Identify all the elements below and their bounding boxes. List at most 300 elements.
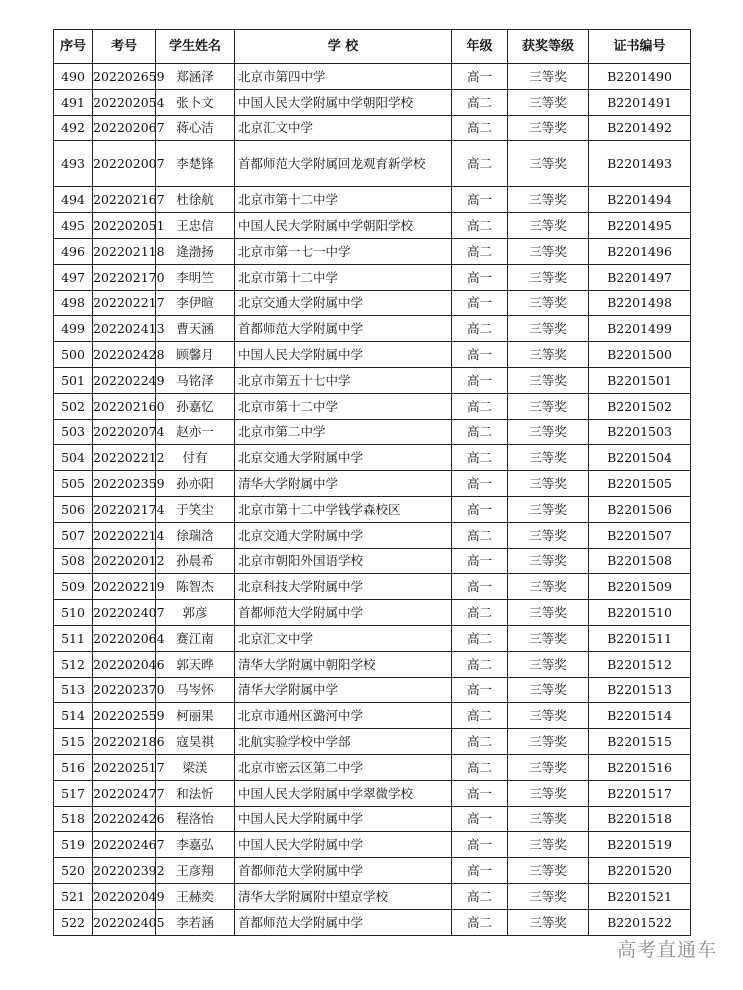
cell-school (235, 238, 452, 264)
cell-school (235, 290, 452, 316)
cell-award: 三等奖 (508, 600, 589, 626)
cell-exam-id: 202202012 (93, 548, 156, 574)
school-text: 首都师范大学附属中学 (238, 914, 364, 930)
school-text: 北京交通大学附属中学 (238, 450, 364, 466)
school-text: 北京市第五十七中学 (238, 372, 351, 388)
cell-cert: B2201512 (589, 651, 691, 677)
cell-no: 500 (54, 342, 93, 368)
cell-award: 三等奖 (508, 677, 589, 703)
header-award: 获奖等级 (508, 30, 589, 64)
cell-school (235, 471, 452, 497)
cell-no: 522 (54, 909, 93, 935)
cell-exam-id: 202202428 (93, 342, 156, 368)
cell-award: 三等奖 (508, 471, 589, 497)
cell-name: 徐瑞浛 (156, 522, 235, 548)
cell-grade: 高一 (452, 858, 508, 884)
school-text: 北京交通大学附属中学 (238, 295, 364, 311)
cell-grade: 高二 (452, 909, 508, 935)
cell-school (235, 64, 452, 90)
cell-grade: 高一 (452, 832, 508, 858)
cell-award: 三等奖 (508, 651, 589, 677)
cell-exam-id: 202202007 (93, 141, 156, 187)
school-text: 北京市第十二中学钱学森校区 (238, 501, 401, 517)
cell-exam-id: 202202067 (93, 115, 156, 141)
cell-award: 三等奖 (508, 548, 589, 574)
cell-name: 李楚锋 (156, 141, 235, 187)
school-text: 北航实验学校中学部 (238, 734, 351, 750)
cell-school (235, 909, 452, 935)
cell-no: 497 (54, 264, 93, 290)
cell-name: 李若涵 (156, 909, 235, 935)
cell-exam-id: 202202118 (93, 238, 156, 264)
header-cert: 证书编号 (589, 30, 691, 64)
table-row (54, 522, 691, 548)
cell-school (235, 264, 452, 290)
cell-cert: B2201498 (589, 290, 691, 316)
cell-award: 三等奖 (508, 780, 589, 806)
cell-school (235, 496, 452, 522)
cell-no: 516 (54, 754, 93, 780)
cell-award: 三等奖 (508, 290, 589, 316)
cell-grade: 高二 (452, 703, 508, 729)
cell-name: 和法忻 (156, 780, 235, 806)
school-text: 北京交通大学附属中学 (238, 527, 364, 543)
cell-exam-id: 202202559 (93, 703, 156, 729)
cell-grade: 高二 (452, 754, 508, 780)
cell-name: 孙晨希 (156, 548, 235, 574)
school-text: 清华大学附属附中望京学校 (238, 888, 389, 904)
school-text: 中国人民大学附属中学翠微学校 (238, 785, 414, 801)
table-row (54, 316, 691, 342)
cell-exam-id: 202202074 (93, 419, 156, 445)
table-body (54, 64, 691, 936)
cell-grade: 高一 (452, 471, 508, 497)
school-text: 北京市第十二中学 (238, 269, 339, 285)
cell-school (235, 316, 452, 342)
cell-exam-id: 202202064 (93, 625, 156, 651)
cell-school (235, 393, 452, 419)
cell-exam-id: 202202392 (93, 858, 156, 884)
cell-grade: 高一 (452, 677, 508, 703)
cell-no: 521 (54, 883, 93, 909)
cell-exam-id: 202202167 (93, 187, 156, 213)
cell-no: 507 (54, 522, 93, 548)
cell-school (235, 548, 452, 574)
cell-grade: 高二 (452, 89, 508, 115)
school-text: 北京汇文中学 (238, 630, 314, 646)
school-text: 北京科技大学附属中学 (238, 579, 364, 595)
table-row (54, 909, 691, 935)
cell-exam-id: 202202370 (93, 677, 156, 703)
school-text: 首都师范大学附属回龙观育新学校 (238, 156, 426, 172)
cell-award: 三等奖 (508, 729, 589, 755)
table-row (54, 858, 691, 884)
school-text: 清华大学附属中学 (238, 682, 339, 698)
school-text: 首都师范大学附属中学 (238, 605, 364, 621)
table-row (54, 703, 691, 729)
table-row (54, 367, 691, 393)
header-grade: 年级 (452, 30, 508, 64)
cell-cert: B2201501 (589, 367, 691, 393)
cell-cert: B2201494 (589, 187, 691, 213)
cell-no: 504 (54, 445, 93, 471)
cell-cert: B2201500 (589, 342, 691, 368)
table-row (54, 548, 691, 574)
cell-exam-id: 202202174 (93, 496, 156, 522)
cell-award: 三等奖 (508, 187, 589, 213)
cell-school (235, 858, 452, 884)
cell-school (235, 754, 452, 780)
cell-cert: B2201507 (589, 522, 691, 548)
school-text: 中国人民大学附属中学朝阳学校 (238, 94, 414, 110)
cell-no: 512 (54, 651, 93, 677)
cell-grade: 高二 (452, 238, 508, 264)
cell-no: 501 (54, 367, 93, 393)
cell-name: 王赫奕 (156, 883, 235, 909)
cell-cert: B2201508 (589, 548, 691, 574)
cell-grade: 高二 (452, 141, 508, 187)
cell-school (235, 115, 452, 141)
cell-award: 三等奖 (508, 625, 589, 651)
cell-school (235, 600, 452, 626)
cell-grade: 高一 (452, 548, 508, 574)
table-row (54, 64, 691, 90)
cell-grade: 高一 (452, 187, 508, 213)
table-row (54, 780, 691, 806)
cell-name: 孙嘉忆 (156, 393, 235, 419)
table-row (54, 729, 691, 755)
cell-exam-id: 202202212 (93, 445, 156, 471)
cell-no: 509 (54, 574, 93, 600)
cell-cert: B2201513 (589, 677, 691, 703)
cell-award: 三等奖 (508, 264, 589, 290)
cell-exam-id: 202202049 (93, 883, 156, 909)
cell-award: 三等奖 (508, 445, 589, 471)
cell-exam-id: 202202477 (93, 780, 156, 806)
cell-exam-id: 202202219 (93, 574, 156, 600)
cell-cert: B2201490 (589, 64, 691, 90)
cell-name: 张卜文 (156, 89, 235, 115)
cell-name: 柯丽果 (156, 703, 235, 729)
cell-award: 三等奖 (508, 64, 589, 90)
cell-cert: B2201522 (589, 909, 691, 935)
cell-cert: B2201502 (589, 393, 691, 419)
cell-no: 518 (54, 806, 93, 832)
cell-name: 王彦翔 (156, 858, 235, 884)
cell-award: 三等奖 (508, 115, 589, 141)
cell-name: 郑涵泽 (156, 64, 235, 90)
cell-cert: B2201506 (589, 496, 691, 522)
cell-no: 498 (54, 290, 93, 316)
cell-award: 三等奖 (508, 883, 589, 909)
cell-grade: 高一 (452, 264, 508, 290)
cell-exam-id: 202202659 (93, 64, 156, 90)
table-row (54, 419, 691, 445)
cell-school (235, 187, 452, 213)
table-row (54, 141, 691, 187)
cell-exam-id: 202202186 (93, 729, 156, 755)
cell-grade: 高二 (452, 115, 508, 141)
watermark: 高考直通车 (616, 939, 717, 961)
cell-name: 逄渤扬 (156, 238, 235, 264)
table-row (54, 393, 691, 419)
cell-award: 三等奖 (508, 909, 589, 935)
table-row (54, 213, 691, 239)
cell-exam-id: 202202407 (93, 600, 156, 626)
school-text: 中国人民大学附属中学 (238, 347, 364, 363)
cell-name: 于笑尘 (156, 496, 235, 522)
cell-cert: B2201511 (589, 625, 691, 651)
cell-award: 三等奖 (508, 316, 589, 342)
cell-award: 三等奖 (508, 238, 589, 264)
cell-no: 519 (54, 832, 93, 858)
school-text: 北京市朝阳外国语学校 (238, 553, 364, 569)
school-text: 清华大学附属中朝阳学校 (238, 656, 376, 672)
table-row (54, 89, 691, 115)
cell-school (235, 419, 452, 445)
cell-name: 郭天晔 (156, 651, 235, 677)
cell-school (235, 780, 452, 806)
cell-name: 马岑怀 (156, 677, 235, 703)
cell-no: 494 (54, 187, 93, 213)
cell-grade: 高一 (452, 574, 508, 600)
table-row (54, 496, 691, 522)
cell-name: 王忠信 (156, 213, 235, 239)
cell-no: 499 (54, 316, 93, 342)
cell-grade: 高二 (452, 883, 508, 909)
cell-name: 李伊暄 (156, 290, 235, 316)
table-row (54, 115, 691, 141)
cell-award: 三等奖 (508, 342, 589, 368)
cell-cert: B2201499 (589, 316, 691, 342)
cell-cert: B2201509 (589, 574, 691, 600)
school-text: 清华大学附属中学 (238, 476, 339, 492)
cell-no: 511 (54, 625, 93, 651)
cell-exam-id: 202202217 (93, 290, 156, 316)
table-row (54, 625, 691, 651)
cell-no: 493 (54, 141, 93, 187)
cell-name: 李嘉弘 (156, 832, 235, 858)
cell-cert: B2201503 (589, 419, 691, 445)
cell-award: 三等奖 (508, 496, 589, 522)
school-text: 中国人民大学附属中学 (238, 811, 364, 827)
table-row (54, 290, 691, 316)
cell-exam-id: 202202054 (93, 89, 156, 115)
cell-award: 三等奖 (508, 89, 589, 115)
table-row (54, 187, 691, 213)
cell-no: 514 (54, 703, 93, 729)
cell-award: 三等奖 (508, 367, 589, 393)
cell-no: 513 (54, 677, 93, 703)
cell-name: 付有 (156, 445, 235, 471)
cell-name: 蒋心洁 (156, 115, 235, 141)
table-row (54, 342, 691, 368)
cell-school (235, 141, 452, 187)
table-row (54, 445, 691, 471)
cell-award: 三等奖 (508, 574, 589, 600)
cell-exam-id: 202202413 (93, 316, 156, 342)
cell-no: 495 (54, 213, 93, 239)
cell-exam-id: 202202160 (93, 393, 156, 419)
cell-grade: 高二 (452, 393, 508, 419)
cell-no: 502 (54, 393, 93, 419)
cell-name: 孙亦阳 (156, 471, 235, 497)
cell-name: 赛江南 (156, 625, 235, 651)
cell-cert: B2201519 (589, 832, 691, 858)
cell-grade: 高二 (452, 316, 508, 342)
cell-grade: 高二 (452, 625, 508, 651)
cell-exam-id: 202202170 (93, 264, 156, 290)
cell-cert: B2201518 (589, 806, 691, 832)
cell-name: 杜徐航 (156, 187, 235, 213)
cell-grade: 高一 (452, 780, 508, 806)
cell-cert: B2201495 (589, 213, 691, 239)
cell-grade: 高二 (452, 651, 508, 677)
cell-grade: 高二 (452, 419, 508, 445)
cell-award: 三等奖 (508, 213, 589, 239)
cell-no: 520 (54, 858, 93, 884)
cell-no: 492 (54, 115, 93, 141)
cell-exam-id: 202202467 (93, 832, 156, 858)
cell-cert: B2201492 (589, 115, 691, 141)
cell-award: 三等奖 (508, 754, 589, 780)
school-text: 北京市第十二中学 (238, 398, 339, 414)
school-text: 北京市密云区第二中学 (238, 759, 364, 775)
cell-name: 曹天涵 (156, 316, 235, 342)
cell-grade: 高二 (452, 213, 508, 239)
school-text: 北京市第四中学 (238, 68, 326, 84)
table-row (54, 883, 691, 909)
cell-name: 寇昊祺 (156, 729, 235, 755)
cell-cert: B2201521 (589, 883, 691, 909)
table-row (54, 264, 691, 290)
cell-no: 503 (54, 419, 93, 445)
header-no: 序号 (54, 30, 93, 64)
cell-cert: B2201514 (589, 703, 691, 729)
cell-name: 顾馨月 (156, 342, 235, 368)
cell-school (235, 729, 452, 755)
header-row (54, 30, 691, 64)
cell-cert: B2201510 (589, 600, 691, 626)
table-row (54, 832, 691, 858)
cell-award: 三等奖 (508, 393, 589, 419)
cell-grade: 高一 (452, 496, 508, 522)
cell-name: 梁渼 (156, 754, 235, 780)
cell-exam-id: 202202405 (93, 909, 156, 935)
cell-school (235, 703, 452, 729)
cell-grade: 高一 (452, 290, 508, 316)
cell-grade: 高一 (452, 64, 508, 90)
cell-exam-id: 202202517 (93, 754, 156, 780)
cell-cert: B2201504 (589, 445, 691, 471)
cell-cert: B2201517 (589, 780, 691, 806)
cell-no: 491 (54, 89, 93, 115)
cell-exam-id: 202202046 (93, 651, 156, 677)
table-row (54, 651, 691, 677)
cell-cert: B2201493 (589, 141, 691, 187)
school-text: 北京市第二中学 (238, 424, 326, 440)
cell-name: 陈智杰 (156, 574, 235, 600)
school-text: 首都师范大学附属中学 (238, 321, 364, 337)
cell-school (235, 89, 452, 115)
cell-name: 赵亦一 (156, 419, 235, 445)
cell-award: 三等奖 (508, 806, 589, 832)
award-table (53, 29, 691, 936)
cell-no: 505 (54, 471, 93, 497)
cell-grade: 高二 (452, 445, 508, 471)
cell-grade: 高一 (452, 342, 508, 368)
cell-name: 李明竺 (156, 264, 235, 290)
cell-no: 517 (54, 780, 93, 806)
cell-no: 510 (54, 600, 93, 626)
cell-cert: B2201520 (589, 858, 691, 884)
table-row (54, 471, 691, 497)
cell-award: 三等奖 (508, 141, 589, 187)
cell-cert: B2201497 (589, 264, 691, 290)
cell-cert: B2201516 (589, 754, 691, 780)
cell-grade: 高一 (452, 806, 508, 832)
cell-name: 程洛怡 (156, 806, 235, 832)
header-school: 学 校 (235, 30, 452, 64)
table-row (54, 574, 691, 600)
table-row (54, 806, 691, 832)
cell-cert: B2201515 (589, 729, 691, 755)
cell-award: 三等奖 (508, 419, 589, 445)
cell-grade: 高二 (452, 729, 508, 755)
school-text: 首都师范大学附属中学 (238, 863, 364, 878)
cell-school (235, 806, 452, 832)
table-row (54, 754, 691, 780)
table-row (54, 600, 691, 626)
cell-school (235, 213, 452, 239)
cell-school (235, 832, 452, 858)
cell-cert: B2201505 (589, 471, 691, 497)
cell-award: 三等奖 (508, 522, 589, 548)
cell-school (235, 677, 452, 703)
cell-no: 496 (54, 238, 93, 264)
cell-school (235, 625, 452, 651)
cell-cert: B2201491 (589, 89, 691, 115)
table-row (54, 677, 691, 703)
school-text: 北京市第一七一中学 (238, 243, 351, 259)
cell-school (235, 367, 452, 393)
header-exam-id: 考号 (93, 30, 156, 64)
school-text: 北京汇文中学 (238, 120, 314, 136)
cell-school (235, 522, 452, 548)
cell-cert: B2201496 (589, 238, 691, 264)
cell-no: 490 (54, 64, 93, 90)
cell-school (235, 445, 452, 471)
school-text: 北京市第十二中学 (238, 192, 339, 208)
school-text: 北京市通州区潞河中学 (238, 708, 364, 724)
school-text: 中国人民大学附属中学 (238, 837, 364, 853)
cell-school (235, 651, 452, 677)
cell-exam-id: 202202051 (93, 213, 156, 239)
cell-name: 郭彦 (156, 600, 235, 626)
cell-school (235, 883, 452, 909)
cell-no: 515 (54, 729, 93, 755)
cell-award: 三等奖 (508, 703, 589, 729)
cell-exam-id: 202202359 (93, 471, 156, 497)
header-name: 学生姓名 (156, 30, 235, 64)
table-row (54, 238, 691, 264)
cell-award: 三等奖 (508, 832, 589, 858)
cell-exam-id: 202202249 (93, 367, 156, 393)
cell-no: 508 (54, 548, 93, 574)
cell-school (235, 342, 452, 368)
cell-grade: 高一 (452, 367, 508, 393)
cell-exam-id: 202202214 (93, 522, 156, 548)
